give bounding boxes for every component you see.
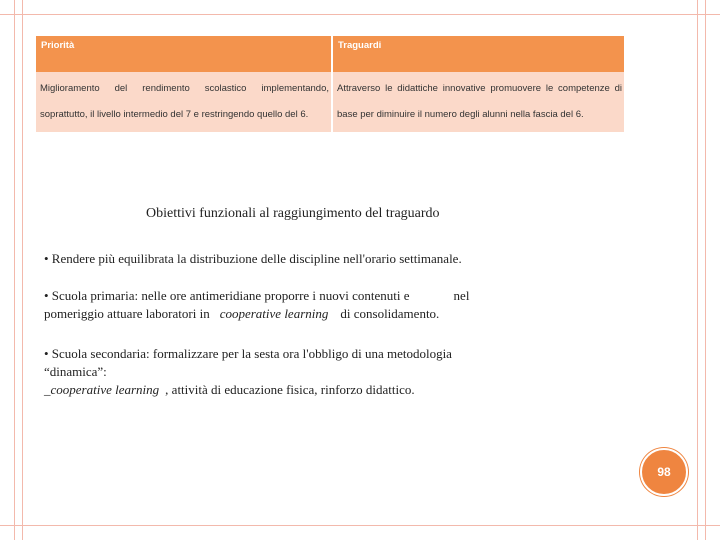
bullet-3-underscore: _ (44, 382, 51, 397)
frame-line-right-inner (697, 0, 698, 540)
bullet-primary-school (44, 287, 469, 323)
page-number-badge (640, 448, 688, 496)
bullet-2-line-1 (44, 287, 469, 305)
frame-line-left-outer (14, 0, 15, 540)
bullet-3-line-1: • Scuola secondaria: formalizzare per la sesta ora l'obbligo di una metodologia (44, 346, 452, 361)
bullet-distribution (44, 250, 462, 268)
bullet-3-emphasis: cooperative learning (50, 382, 160, 397)
cell-priorita: Miglioramento del rendimento scolastico implementando, soprattutto, il livello intermedio del 7 e restringendo quello del 6. (36, 72, 332, 132)
bullet-2-text-c: pomeriggio attuare laboratori in (44, 306, 210, 321)
frame-line-left-inner (22, 0, 23, 540)
page-number: 98 (657, 465, 671, 479)
section-title: Obiettivi funzionali al raggiungimento del traguardo (146, 206, 440, 221)
cell-traguardi: Attraverso le didattiche innovative promuovere le competenze di base per diminuire il numero degli alunni nella fascia del 6. (332, 72, 624, 132)
bullet-2-text-a: • Scuola primaria: nelle ore antimeridiane proporre i nuovi contenuti e (44, 288, 410, 303)
bullet-3-line-3 (44, 381, 452, 399)
header-traguardi: Traguardi (332, 36, 624, 72)
bullet-2-line-2 (44, 305, 469, 323)
header-priorita: Priorità (36, 36, 332, 72)
bullet-2-text-d: di consolidamento. (340, 306, 440, 321)
table-header-row (36, 36, 624, 72)
priorities-table (36, 36, 624, 132)
bullet-3-line-2: “dinamica”: (44, 364, 107, 379)
table-row (36, 72, 624, 132)
bullet-2-text-b: nel (453, 288, 470, 303)
bullet-3-text: , attività di educazione fisica, rinforzo didattico. (165, 382, 415, 397)
bullet-1-text: • Rendere più equilibrata la distribuzione delle discipline nell'orario settimanale. (44, 251, 462, 266)
frame-line-bottom (0, 525, 720, 526)
bullet-secondary-school (44, 345, 452, 399)
bullet-2-emphasis: cooperative learning (219, 306, 329, 321)
frame-line-right-outer (705, 0, 706, 540)
frame-line-top (0, 14, 720, 15)
